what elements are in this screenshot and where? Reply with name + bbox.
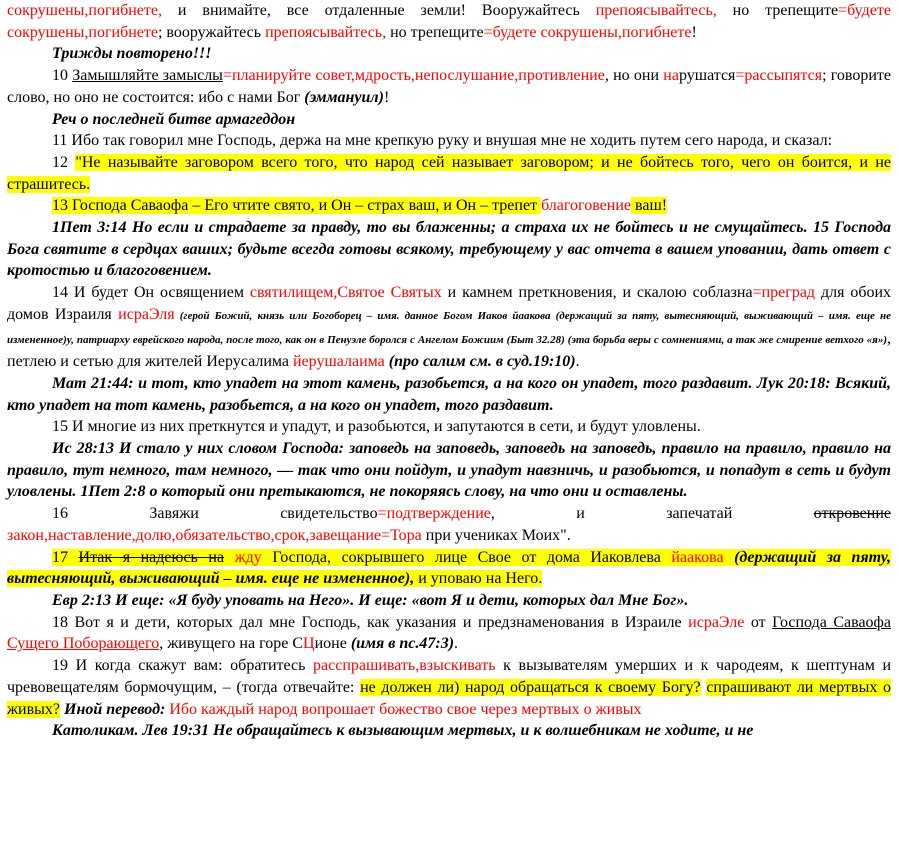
small-note-text: (герой Божий, князь или Богоборец – имя. данное Богом Иаков йаакова (держащий за пяту, вытесняющий, выживающий – имя. еще не измененное)у, патриарху еврейского народа, после того, как он в Пенуэле боролся с Ангелом Божиим (Быт 32.28) (эта борьба веры с сомнениями, а так же смирение ветхого «я») bbox=[7, 309, 891, 346]
text: ; говорите слово, но оно не состоится: ибо с нами Бог bbox=[7, 67, 892, 106]
bold-italic-text: (про салим см. в суд.19:10) bbox=[384, 353, 576, 371]
underlined-text: Господа Саваофа bbox=[772, 613, 892, 631]
heading-armageddon: Реч о последней битве армагеддон bbox=[52, 110, 296, 128]
text: но трепещите bbox=[386, 23, 484, 41]
red-text: расспрашивать,взыскивать bbox=[313, 657, 496, 675]
bold-italic-text: (имя в пс.47:3) bbox=[350, 635, 455, 653]
red-text: Ц bbox=[303, 635, 315, 653]
paragraph-verse-11: 11 Ибо так говорил мне Господь, держа на мне крепкую руку и внушая мне не ходить путем сего народа, и сказал: bbox=[52, 132, 833, 150]
text: , живущего на горе С bbox=[159, 635, 304, 653]
paragraph-verse-10 bbox=[7, 65, 891, 108]
text: рушатся bbox=[678, 67, 736, 85]
text: 14 И будет Он освящением bbox=[52, 284, 250, 302]
text: ! bbox=[383, 88, 390, 106]
text: 16 Завяжи свидетельство bbox=[52, 505, 378, 523]
text: , петлею и сетью для жителей Иерусалима bbox=[7, 329, 891, 371]
text: для обоих домов Израиля bbox=[7, 284, 892, 323]
text: , и запечатай bbox=[490, 505, 814, 523]
text: при учениках Моих". bbox=[421, 526, 571, 544]
text: ионе bbox=[314, 635, 351, 653]
text: от bbox=[744, 613, 773, 631]
text: 10 bbox=[52, 67, 73, 85]
paragraph-1pet-3-14: 1Пет 3:14 Но если и страдаете за правду, то вы блаженны; а страха их не бойтесь и не смущайтесь. 15 Господа Бога святите в сердцах ваших; будьте всегда готовы всякому, требующему у вас отчета в вашем уповании, дать ответ с кротостью и благоговением. bbox=[7, 219, 891, 280]
underlined-text: Замышляйте замыслы bbox=[72, 67, 223, 85]
red-text: =будете сокрушены,погибнете bbox=[483, 23, 692, 41]
highlighted-text: не должен ли) народ обращаться к своему Богу? bbox=[360, 678, 701, 696]
paragraph-verse-13 bbox=[7, 195, 891, 217]
highlighted-text: 13 Господа Саваофа – Его чтите свято, и Он – страх ваш, и Он – трепет bbox=[52, 197, 542, 215]
highlighted-text: 17 bbox=[52, 548, 79, 566]
text: и внимайте, все отдаленные земли! Вооружайтесь bbox=[161, 2, 596, 19]
red-text: благоговение bbox=[541, 197, 632, 215]
red-text: жду bbox=[234, 548, 262, 566]
note-thrice-repeated: Трижды повторено!!! bbox=[52, 45, 212, 63]
text: ! bbox=[691, 23, 697, 41]
red-text: =подтверждение bbox=[377, 505, 491, 523]
highlighted-text: и уповаю на Него. bbox=[414, 570, 543, 588]
paragraph-verse-19 bbox=[7, 655, 891, 720]
paragraph-verse-12 bbox=[7, 152, 891, 195]
paragraph-verse-9-end bbox=[7, 0, 891, 43]
paragraph-verse-15: 15 И многие из них преткнутся и упадут, и разобьются, и запутаются в сети, и будут уловлены. bbox=[52, 418, 701, 436]
paragraph-verse-18 bbox=[7, 612, 891, 655]
text: к вызывателям умерших и к чародеям, к шептунам и чревовещателям бормочущим, – (тогда отвечайте: bbox=[7, 657, 892, 696]
paragraph-verse-14 bbox=[7, 282, 891, 373]
paragraph-verse-16 bbox=[7, 503, 891, 546]
red-text: исраЭля bbox=[118, 305, 175, 323]
bold-italic-text: Иной перевод: bbox=[60, 700, 170, 718]
text: ; вооружайтесь bbox=[157, 23, 266, 41]
text: , но они bbox=[604, 67, 664, 85]
red-text: =планируйте совет,мдрость,непослушание,противление bbox=[222, 67, 605, 85]
red-text: закон,наставление,долю,обязательство,срок,завещание=Тора bbox=[7, 526, 422, 544]
paragraph-lev-19-31: Католикам. Лев 19:31 Не обращайтесь к вызывающим мертвых, и к волшебникам не ходите, и не bbox=[52, 722, 754, 740]
red-text: =рассыпятся bbox=[735, 67, 823, 85]
text: 19 И когда скажут вам: обратитесь bbox=[52, 657, 314, 675]
highlighted-text: Господа, сокрывшего лице Свое от дома Иаковлева bbox=[261, 548, 672, 566]
paragraph-mat-21-44: Мат 21:44: и тот, кто упадет на этот камень, разобьется, а на кого он упадет, того раздавит. Лук 20:18: Всякий, кто упадет на тот камень, разобьется, а на кого он упадет, того раздавит. bbox=[7, 374, 891, 414]
red-text: Ибо каждый народ вопрошает божество свое через мертвых о живых bbox=[169, 700, 642, 718]
red-text: =будете сокрушены,погибнете bbox=[7, 2, 892, 41]
red-text: препоясывайтесь, bbox=[265, 23, 387, 41]
highlighted-text bbox=[224, 549, 235, 566]
text: . bbox=[575, 353, 580, 371]
red-text: йерушалаима bbox=[293, 353, 385, 371]
red-text: йаакова bbox=[671, 548, 724, 566]
strikethrough-text: откровение bbox=[813, 505, 891, 523]
text: . bbox=[454, 635, 459, 653]
document-body bbox=[7, 0, 891, 742]
red-text: сокрушены,погибнете, bbox=[7, 2, 162, 19]
highlighted-text: спрашивают ли мертвых о живых? bbox=[7, 678, 892, 718]
paragraph-evr-2-13: Евр 2:13 И еще: «Я буду уповать на Него». И еще: «вот Я и дети, которых дал Мне Бог». bbox=[52, 591, 689, 609]
text: но трепещите bbox=[716, 2, 839, 19]
red-text: препоясывайтесь, bbox=[595, 2, 717, 19]
red-text: святилищем,Святое Святых bbox=[249, 284, 442, 302]
paragraph-verse-17 bbox=[7, 547, 891, 590]
text: 18 Вот я и дети, которых дал мне Господь, как указания и предзнаменования в Израиле bbox=[52, 613, 689, 631]
paragraph-is-28-13: Ис 28:13 И стало у них словом Господа: заповедь на заповедь, заповедь на заповедь, правило на правило, правило на правило, тут немного, там немного, — так что они пойдут, и упадут навзничь, и разобьются, и попадут в сеть и будут уловлены. 1Пет 2:8 о который они претыкаются, не покоряясь слову, на что они и оставлены. bbox=[7, 440, 891, 501]
bold-italic-text: (держащий за пяту, вытесняющий, выживающий – имя. еще не измененное), bbox=[7, 548, 892, 588]
red-text: исраЭле bbox=[688, 613, 745, 631]
text: 12 bbox=[52, 153, 76, 171]
highlighted-text: "Не называйте заговором всего того, что народ сей называет заговором; и не бойтесь того, чего он боится, и не страшитесь. bbox=[7, 153, 891, 193]
strikethrough-text: Итак я надеюсь на bbox=[78, 548, 225, 566]
text: и камнем преткновения, и скалою соблазна bbox=[441, 284, 753, 302]
bold-italic-text: (эммануил) bbox=[304, 88, 384, 106]
red-text: на bbox=[663, 67, 679, 85]
red-underlined-text: Сущего Поборающего bbox=[7, 635, 160, 653]
highlighted-text: ваш! bbox=[631, 197, 668, 215]
red-text: =преград bbox=[752, 284, 816, 302]
